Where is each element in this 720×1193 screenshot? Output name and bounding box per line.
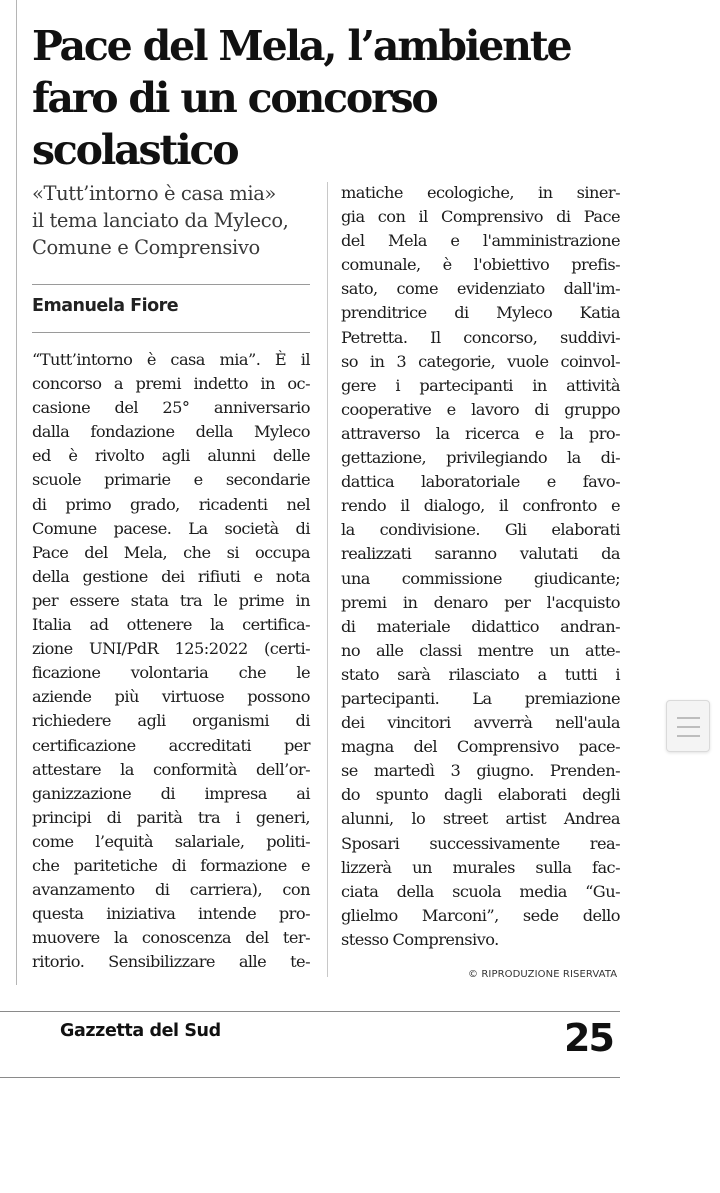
left-margin-rule — [16, 0, 17, 985]
menu-button[interactable] — [666, 700, 710, 752]
text-line: glielmo Marconi”, sede dello — [341, 905, 620, 925]
text-line: gettazione, privilegiando la di- — [341, 448, 620, 468]
text-line: che paritetiche di formazione e — [32, 855, 310, 875]
text-line: attraverso la ricerca e la pro- — [341, 423, 620, 443]
author-byline: Emanuela Fiore — [32, 296, 179, 316]
page-number: 25 — [564, 1016, 613, 1060]
text-line: come l’equità salariale, politi- — [32, 831, 310, 851]
text-line: do spunto dagli elaborati degli — [341, 785, 620, 805]
text-line: “Tutt’intorno è casa mia”. È il — [32, 350, 310, 369]
text-line: del Mela e l'amministrazione — [341, 231, 620, 251]
text-line: concorso a premi indetto in oc- — [32, 374, 310, 394]
text-line: cooperative e lavoro di gruppo — [341, 399, 620, 419]
text-line: avanzamento di carriera), con — [32, 880, 310, 900]
text-line: se martedì 3 giugno. Prenden- — [341, 761, 620, 781]
article-column-2 — [341, 181, 620, 952]
text-line: matiche ecologiche, in siner- — [341, 183, 620, 202]
newspaper-name: Gazzetta del Sud — [60, 1021, 221, 1041]
text-line: per essere stata tra le prime in — [32, 590, 310, 610]
text-line: sato, come evidenziato dall'im- — [341, 279, 620, 299]
text-line: stato sarà rilasciato a tutti i — [341, 664, 620, 684]
headline-line: faro di un concorso scolastico — [32, 74, 437, 174]
text-line: ciata della scuola media “Gu- — [341, 881, 620, 901]
text-line: ficazione volontaria che le — [32, 663, 310, 683]
text-line: attestare la conformità dell’or- — [32, 759, 310, 779]
text-line: questa iniziativa intende pro- — [32, 904, 310, 924]
subhead-line: Comune e Comprensivo — [32, 236, 260, 259]
text-line: richiedere agli organismi di — [32, 711, 310, 731]
text-line: stesso Comprensivo. — [341, 929, 499, 949]
byline-bottom-rule — [32, 332, 310, 333]
text-line: ed è rivolto agli alunni delle — [32, 446, 310, 466]
text-line: gere i partecipanti in attività — [341, 375, 620, 395]
headline-line: Pace del Mela, l’ambiente — [32, 22, 571, 70]
footer-top-rule — [0, 1011, 620, 1012]
text-line: Petretta. Il concorso, suddivi- — [341, 327, 620, 347]
text-line: no alle classi mentre un atte- — [341, 640, 620, 660]
subhead-line: «Tutt’intorno è casa mia» — [32, 182, 276, 205]
footer-bottom-rule — [0, 1077, 620, 1078]
text-line: dattica laboratoriale e favo- — [341, 472, 620, 492]
text-line: una commissione giudicante; — [341, 568, 620, 588]
text-line: Sposari successivamente rea- — [341, 833, 620, 853]
text-line: magna del Comprensivo pace- — [341, 737, 620, 757]
text-line: gia con il Comprensivo di Pace — [341, 207, 620, 227]
text-line: dalla fondazione della Myleco — [32, 422, 310, 442]
text-line: certificazione accreditati per — [32, 735, 310, 755]
text-line: lizzerà un murales sulla fac- — [341, 857, 620, 877]
text-line: rendo il dialogo, il confronto e — [341, 496, 620, 516]
text-line: di primo grado, ricadenti nel — [32, 494, 310, 514]
text-line: realizzati saranno valutati da — [341, 544, 620, 564]
text-line: premi in denaro per l'acquisto — [341, 592, 620, 612]
article-headline — [32, 20, 652, 176]
text-line: principi di parità tra i generi, — [32, 807, 310, 827]
text-line: casione del 25° anniversario — [32, 398, 310, 418]
text-line: scuole primarie e secondarie — [32, 470, 310, 490]
text-line: aziende più virtuose possono — [32, 687, 310, 707]
subhead-line: il tema lanciato da Myleco, — [32, 209, 289, 232]
text-line: Italia ad ottenere la certifica- — [32, 615, 310, 635]
text-line: comunale, è l'obiettivo prefis- — [341, 255, 620, 275]
text-line: muovere la conoscenza del ter- — [32, 928, 310, 948]
column-divider — [327, 182, 328, 977]
article-subhead — [32, 180, 317, 261]
text-line: Comune pacese. La società di — [32, 518, 310, 538]
text-line: prenditrice di Myleco Katia — [341, 303, 620, 323]
text-line: di materiale didattico andran- — [341, 616, 620, 636]
text-line: Pace del Mela, che si occupa — [32, 542, 310, 562]
article-column-1 — [32, 348, 310, 974]
text-line: so in 3 categorie, vuole coinvol- — [341, 351, 620, 371]
text-line: la condivisione. Gli elaborati — [341, 520, 620, 540]
text-line: alunni, lo street artist Andrea — [341, 809, 620, 829]
text-line: partecipanti. La premiazione — [341, 688, 620, 708]
text-line: zione UNI/PdR 125:2022 (certi- — [32, 639, 310, 659]
copyright-notice: © RIPRODUZIONE RISERVATA — [468, 969, 618, 980]
text-line: dei vincitori avverrà nell'aula — [341, 713, 620, 733]
byline-top-rule — [32, 284, 310, 285]
text-line: ritorio. Sensibilizzare alle te- — [32, 952, 310, 972]
text-line: ganizzazione di impresa ai — [32, 783, 310, 803]
text-line: della gestione dei rifiuti e nota — [32, 566, 310, 586]
